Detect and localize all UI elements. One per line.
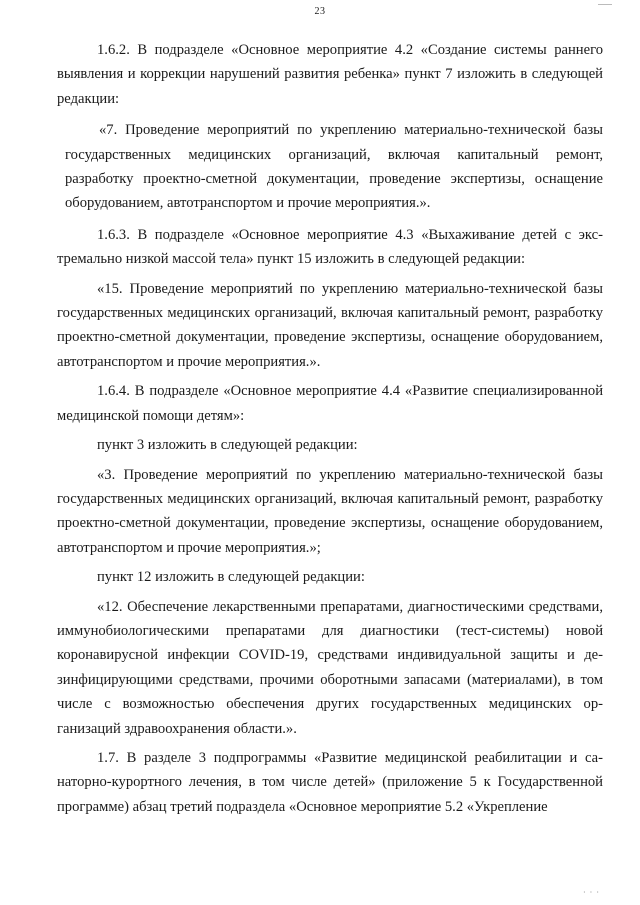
paragraph-item-12-intro: пункт 12 изложить в следующей редакции: [97,569,365,586]
paragraph-1-6-3: 1.6.3. В подразделе «Основное мероприятие 4.3 «Выхаживание детей с экстремально низкой массой тела» пункт 15 изложить в следующей редакции: [57,226,603,268]
paragraph-1-7: 1.7. В разделе 3 подпрограммы «Развитие медицинской реабилитации и санаторно-курортного лечения, в том числе детей» (приложение 5 к Государственной программе) абзац третий подраздела «Основное мероприятие 5.2 «Укрепление [57,749,603,815]
scan-corner-mark: · · · [583,888,600,897]
paragraph-quote-item-12: «12. Обеспечение лекарственными препаратами, диагностическими средствами, иммунобиологическими препаратами для диагностики (тест-системы) новой коронавирусной инфекции COVID-19, средствами индивидуальной защиты и дезинфицирующими средствами, прочими оборотными запасами (материалами), в том числе с возможностью обеспечения других государственных медицинских организаций здравоохранения области.». [57,598,603,737]
paragraph-quote-item-15: «15. Проведение мероприятий по укреплению материально-технической базы государственных медицинских организаций, включая капитальный ремонт, разработку проектно-сметной документации, проведение экспертизы, оснащение оборудованием, автотранспортом и прочие мероприятия.». [57,280,603,370]
document-body [57,38,603,819]
paragraph-quote-item-7: «7. Проведение мероприятий по укреплению материально-технической базы государственных медицинских организаций, включая капитальный ремонт, разработку проектно-сметной документации, проведение экспертизы, оснащение оборудованием, автотранспортом и прочие мероприятия.». [65,122,603,212]
paragraph-item-3-intro: пункт 3 изложить в следующей редакции: [97,437,358,454]
scan-edge-mark [598,0,612,5]
paragraph-quote-item-3: «3. Проведение мероприятий по укреплению материально-технической базы государственных медицинских организаций, включая капитальный ремонт, разработку проектно-сметной документации, проведение экспертизы, оснащение оборудованием, автотранспортом и прочие мероприятия.»; [57,466,603,556]
paragraph-1-6-2: 1.6.2. В подразделе «Основное мероприятие 4.2 «Создание системы раннего выявления и коррекции нарушений развития ребенка» пункт 7 изложить в следующей редакции: [57,42,603,107]
paragraph-1-6-4: 1.6.4. В подразделе «Основное мероприятие 4.4 «Развитие специализированной медицинской помощи детям»: [57,383,603,424]
page-number: 23 [314,6,326,17]
